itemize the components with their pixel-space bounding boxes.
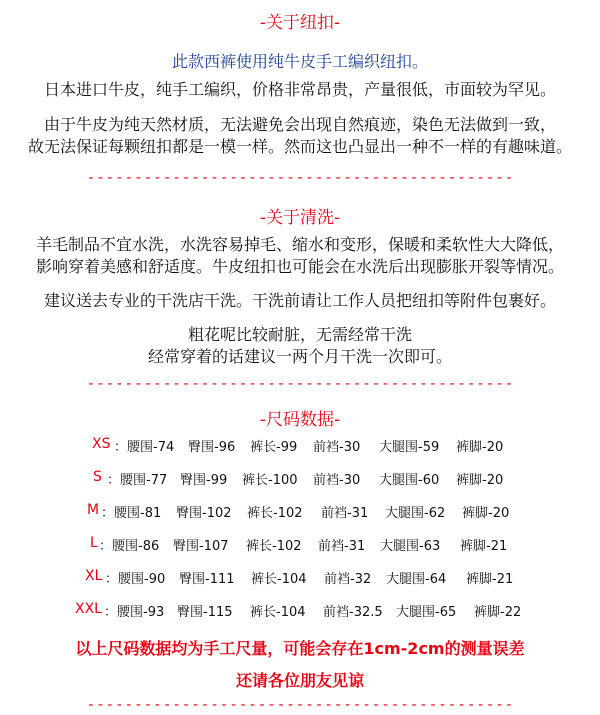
tweed-note-line-2: 经常穿着的话建议一两个月干洗一次即可。 bbox=[147, 347, 452, 366]
rise-value: 前裆-30 bbox=[313, 440, 361, 455]
section-header-washing: -关于清洗- bbox=[259, 208, 341, 228]
thigh-value: 大腿围-65 bbox=[396, 605, 457, 620]
hem-value: 裤脚-22 bbox=[474, 605, 522, 620]
hip-value: 臀围-115 bbox=[177, 605, 233, 620]
divider: - - - - - - - - - - - - - - - - - - - - - - - - - - - - - - - - - - - - - - - - - - - - - bbox=[88, 170, 512, 186]
size-label: S bbox=[93, 469, 102, 485]
apology-note: 还请各位朋友见谅 bbox=[235, 671, 364, 690]
hip-value: 臀围-107 bbox=[173, 539, 229, 554]
size-row-xs bbox=[0, 436, 600, 456]
length-value: 裤长-102 bbox=[246, 539, 302, 554]
size-label: L bbox=[90, 535, 98, 551]
buttons-origin-text: 日本进口牛皮，纯手工编织，价格非常昂贵，产量很低，市面较为罕见。 bbox=[43, 80, 556, 99]
washing-text-line-1: 羊毛制品不宜水洗，水洗容易掉毛、缩水和变形，保暖和柔软性大大降低， bbox=[35, 235, 564, 254]
thigh-value: 大腿围-60 bbox=[379, 473, 440, 488]
rise-value: 前裆-31 bbox=[321, 506, 369, 521]
hip-value: 臀围-96 bbox=[188, 440, 236, 455]
washing-advice: 建议送去专业的干洗店干洗。干洗前请让工作人员把纽扣等附件包裹好。 bbox=[43, 291, 556, 310]
hem-value: 裤脚-21 bbox=[466, 572, 514, 587]
thigh-value: 大腿围-63 bbox=[380, 539, 441, 554]
waist-value: ：腰围-74 bbox=[114, 440, 175, 455]
size-label: M bbox=[87, 502, 100, 518]
measurement-note: 以上尺码数据均为手工尺量，可能会存在1cm-2cm的测量误差 bbox=[75, 639, 525, 658]
size-label: XXL bbox=[75, 601, 102, 617]
size-row-m bbox=[0, 502, 600, 522]
hip-value: 臀围-111 bbox=[179, 572, 235, 587]
hem-value: 裤脚-20 bbox=[462, 506, 510, 521]
divider: - - - - - - - - - - - - - - - - - - - - - - - - - - - - - - - - - - - - - - - - - - - - - bbox=[88, 697, 512, 713]
section-header-sizes: -尺码数据- bbox=[259, 410, 341, 430]
rise-value: 前裆-30 bbox=[313, 473, 361, 488]
thigh-value: 大腿围-62 bbox=[385, 506, 446, 521]
buttons-material-line-2: 故无法保证每颗纽扣都是一模一样。然而这也凸显出一种不一样的有趣味道。 bbox=[27, 137, 572, 156]
rise-value: 前裆-31 bbox=[318, 539, 366, 554]
waist-value: ：腰围-77 bbox=[107, 473, 168, 488]
waist-value: ：腰围-86 bbox=[99, 539, 160, 554]
washing-text-line-2: 影响穿着美感和舒适度。牛皮纽扣也可能会在水洗后出现膨胀开裂等情况。 bbox=[35, 257, 564, 276]
hem-value: 裤脚-20 bbox=[456, 473, 504, 488]
size-label: XL bbox=[85, 568, 103, 584]
hip-value: 臀围-99 bbox=[180, 473, 228, 488]
thigh-value: 大腿围-64 bbox=[386, 572, 447, 587]
hem-value: 裤脚-21 bbox=[460, 539, 508, 554]
buttons-material-line-1: 由于牛皮为纯天然材质，无法避免会出现自然痕迹，染色无法做到一致， bbox=[43, 115, 556, 134]
buttons-intro: 此款西裤使用纯牛皮手工编织纽扣。 bbox=[171, 52, 428, 71]
length-value: 裤长-102 bbox=[247, 506, 303, 521]
divider: - - - - - - - - - - - - - - - - - - - - - - - - - - - - - - - - - - - - - - - - - - - - - bbox=[88, 376, 512, 392]
size-row-xl bbox=[0, 568, 600, 588]
size-row-l bbox=[0, 535, 600, 555]
thigh-value: 大腿围-59 bbox=[379, 440, 440, 455]
waist-value: ：腰围-93 bbox=[104, 605, 165, 620]
tweed-note-line-1: 粗花呢比较耐脏，无需经常干洗 bbox=[187, 325, 412, 344]
hem-value: 裤脚-20 bbox=[456, 440, 504, 455]
length-value: 裤长-104 bbox=[251, 572, 307, 587]
rise-value: 前裆-32 bbox=[324, 572, 372, 587]
length-value: 裤长-99 bbox=[250, 440, 298, 455]
length-value: 裤长-100 bbox=[242, 473, 298, 488]
waist-value: ：腰围-90 bbox=[105, 572, 166, 587]
waist-value: ：腰围-81 bbox=[101, 506, 162, 521]
section-header-buttons: -关于纽扣- bbox=[259, 13, 341, 33]
size-label: XS bbox=[92, 436, 111, 452]
size-row-xxl bbox=[0, 601, 600, 621]
hip-value: 臀围-102 bbox=[176, 506, 232, 521]
size-row-s bbox=[0, 469, 600, 489]
length-value: 裤长-104 bbox=[250, 605, 306, 620]
rise-value: 前裆-32.5 bbox=[323, 605, 383, 620]
